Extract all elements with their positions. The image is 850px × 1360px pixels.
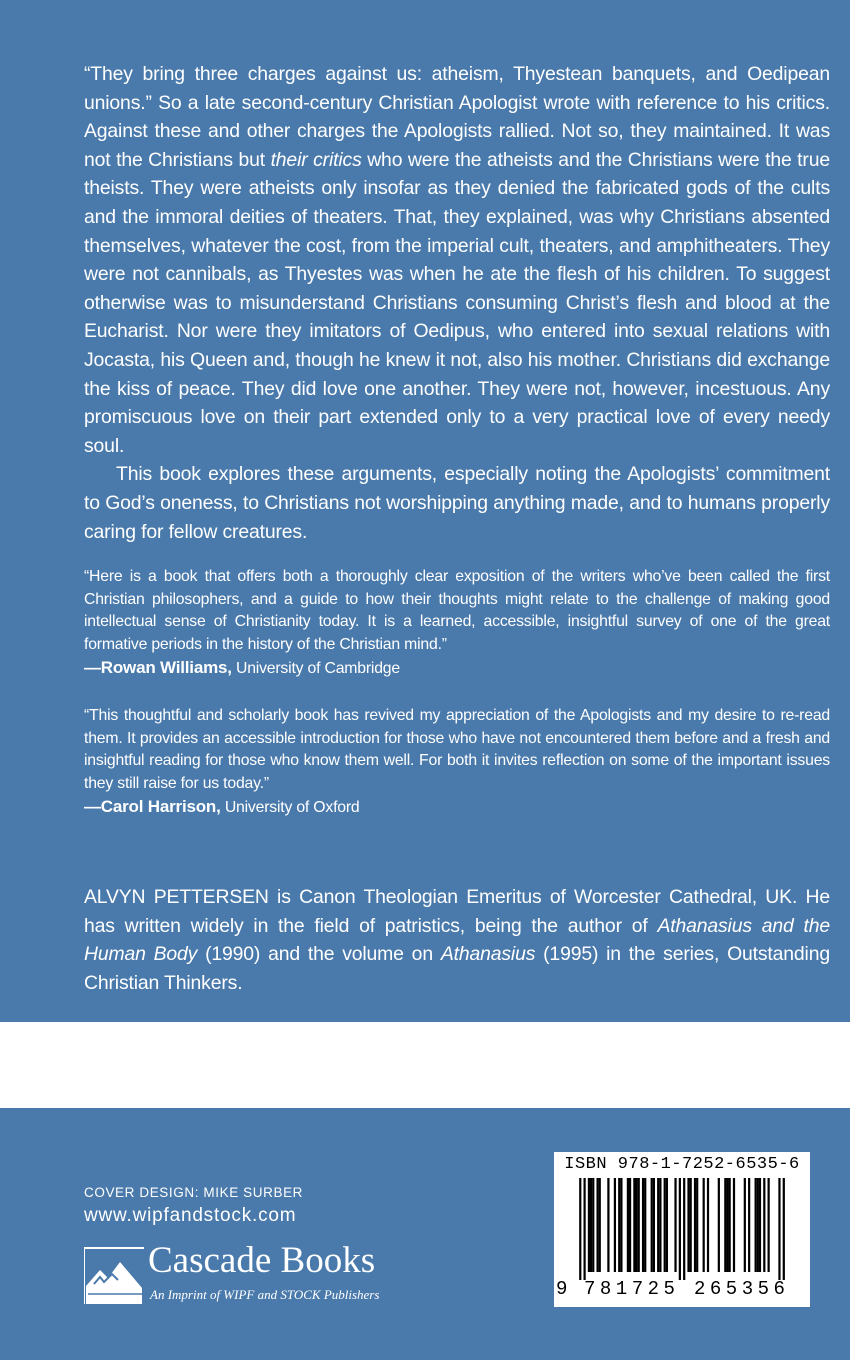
endorsement-attribution [84, 657, 830, 681]
barcode-digits-left: 781725 [584, 1278, 680, 1300]
barcode-bar [659, 1178, 661, 1272]
barcode-bar [718, 1178, 720, 1272]
barcode-bar [729, 1178, 731, 1272]
barcode-bar [635, 1178, 637, 1272]
endorser-name: —Carol Harrison, [84, 797, 221, 817]
barcode-bar [629, 1178, 631, 1272]
barcode-bar [588, 1178, 590, 1272]
barcode-bar [707, 1178, 709, 1272]
mountain-logo-icon [84, 1242, 144, 1304]
barcode-bar [592, 1178, 594, 1272]
barcode-bar [733, 1178, 735, 1272]
endorsement-attribution [84, 796, 830, 820]
barcode-bar [687, 1178, 689, 1272]
barcode-bar [607, 1178, 609, 1272]
barcode-bar [664, 1178, 666, 1272]
barcode-bar [583, 1178, 585, 1280]
publisher-name: Cascade Books [148, 1240, 376, 1281]
cover-design-credit: COVER DESIGN: MIKE SURBER [84, 1185, 304, 1200]
publisher-tagline: An Imprint of WIPF and STOCK Publishers [150, 1287, 380, 1302]
barcode-bar [618, 1178, 620, 1272]
description-paragraph-2: This book explores these arguments, especially noting the Apologists’ commitment to God’s oneness, to Christians not worshipping anything made, and to humans properly caring for fellow creatures. [84, 463, 830, 543]
endorser-name: —Rowan Williams, [84, 658, 232, 678]
white-band [0, 1022, 850, 1108]
description-paragraph-1: “They bring three charges against us: atheism, Thyestean banquets, and Oedipean unions.” So a late second-century Christian Apologist wrote with reference to his critics. Against these and other charges the Apologists rallied. Not so, they maintained. It was not the Christians but their critics who were the atheists and the Christians were the true theists. They were atheists only insofar as they denied the fabricated gods of the cults and the immoral deities of theaters. That, they explained, was why Christians absented themselves, whatever the cost, from the imperial cult, theaters, and amphitheaters. They were not cannibals, as Thyestes was when he ate the flesh of his children. To suggest otherwise was to misunderstand Christians consuming Christ’s flesh and blood at the Eucharist. Nor were they imitators of Oedipus, who entered into sexual relations with Jocasta, his Queen and, though he knew it not, also his mother. Christians did exchange the kiss of peace. They did love one another. They were not, however, incestuous. Any promiscuous love on their part extended only to a very practical love of every needy soul. [84, 63, 830, 457]
barcode-digit-first: 9 [556, 1278, 568, 1300]
barcode-bar [651, 1178, 653, 1272]
isbn-barcode [554, 1152, 810, 1307]
barcode-bar [579, 1178, 581, 1280]
isbn-label: ISBN 978-1-7252-6535-6 [564, 1155, 800, 1174]
barcode-bar [596, 1178, 598, 1272]
barcode-bar [657, 1178, 659, 1272]
publisher-logo [84, 1240, 444, 1310]
barcode-bar [683, 1178, 685, 1280]
barcode-bar [614, 1178, 616, 1272]
barcode-bar [768, 1178, 770, 1272]
barcode-bar [696, 1178, 698, 1272]
barcode-bar [642, 1178, 644, 1272]
barcode-bar [755, 1178, 757, 1272]
barcode-bar [703, 1178, 705, 1272]
barcode-bar [744, 1178, 746, 1272]
book-description [84, 60, 830, 546]
endorsement-2 [84, 705, 830, 820]
barcode-bar [679, 1178, 681, 1280]
endorsement-1 [84, 566, 830, 681]
barcode-bar [599, 1178, 601, 1272]
barcode-bar [653, 1178, 655, 1272]
barcode-bar [726, 1178, 728, 1272]
barcode-bar [759, 1178, 761, 1272]
barcode-digits-right: 265356 [694, 1278, 790, 1300]
barcode-bar [783, 1178, 785, 1280]
barcode-bar [724, 1178, 726, 1272]
barcode-icon [564, 1178, 800, 1280]
barcode-bar [757, 1178, 759, 1272]
barcode-bar [590, 1178, 592, 1272]
barcode-bar [690, 1178, 692, 1272]
publisher-url[interactable]: www.wipfandstock.com [84, 1205, 297, 1226]
barcode-bar [633, 1178, 635, 1272]
barcode-bar [627, 1178, 629, 1272]
barcode-bar [694, 1178, 696, 1272]
endorser-affiliation: University of Oxford [220, 799, 360, 817]
barcode-bar [778, 1178, 780, 1280]
endorsement-text: “Here is a book that offers both a thoroughly clear exposition of the writers who’ve been called the first Christian philosophers, and a guide to how their thoughts might relate to the challenge of making good intellectual sense of Christianity today. It is a learned, accessible, insightful survey of one of the great formative periods in the history of the Christian mind.” [84, 568, 830, 653]
barcode-bar [638, 1178, 640, 1272]
endorsement-text: “This thoughtful and scholarly book has revived my appreciation of the Apologists and my desire to re-read them. It provides an accessible introduction for those who have not encountered them before and a fresh and insightful reading for those who know them well. For both it invites reflection on some of the important issues they still raise for us today.” [84, 707, 830, 792]
barcode-bar [644, 1178, 646, 1272]
barcode-bar [674, 1178, 676, 1272]
endorser-affiliation: University of Cambridge [231, 660, 400, 678]
author-bio: ALVYN PETTERSEN is Canon Theologian Emeritus of Worcester Cathedral, UK. He has written widely in the field of patristics, being the author of Athanasius and the Human Body (1990) and the volume on Athanasius (1995) in the series, Outstanding Christian Thinkers. [84, 886, 831, 994]
barcode-bar [748, 1178, 750, 1272]
barcode-bar [763, 1178, 765, 1272]
barcode-bar [666, 1178, 668, 1272]
barcode-bar [620, 1178, 622, 1272]
